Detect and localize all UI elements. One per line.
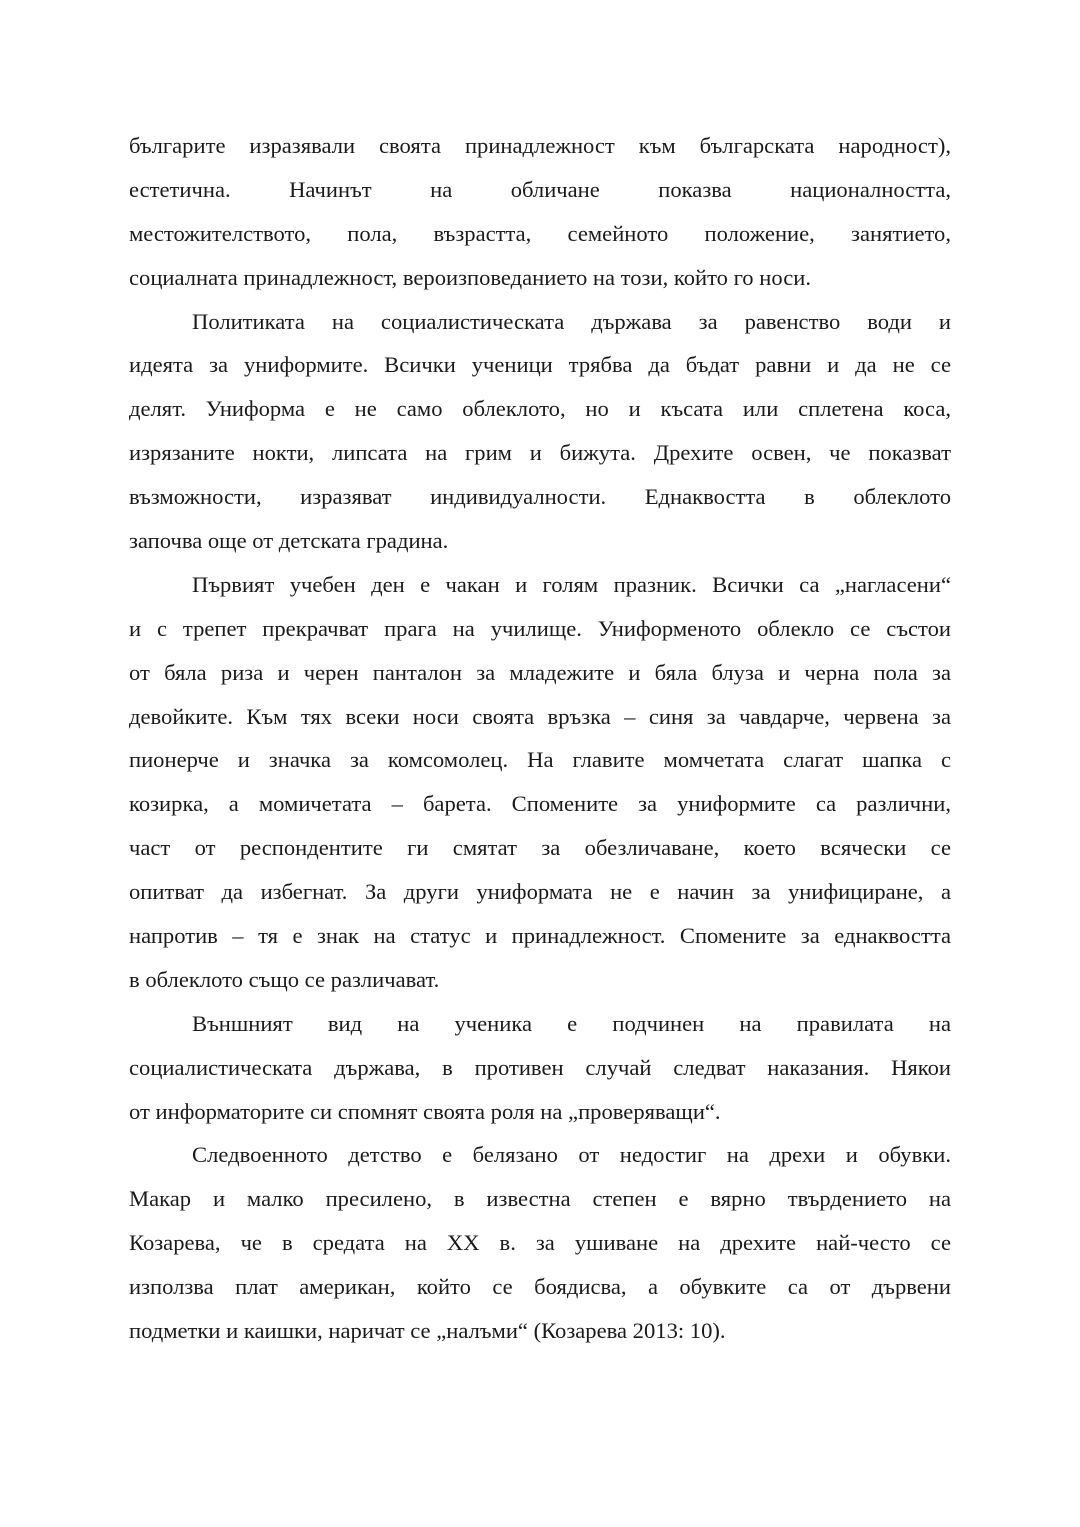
text-line: възможности, изразяват индивидуалности. Еднаквостта в облеклото — [129, 484, 951, 510]
text-line: от информаторите си спомнят своята роля на „проверяващи“. — [129, 1098, 721, 1124]
text-line: естетична. Начинът на обличане показва националността, — [129, 176, 951, 202]
text-line: от бяла риза и черен панталон за младежите и бяла блуза и черна пола за — [129, 659, 951, 685]
text-line: напротив – тя е знак на статус и принадлежност. Спомените за еднаквостта — [129, 923, 951, 949]
paragraph — [129, 1002, 951, 1134]
text-line: козирка, а момичетата – барета. Спомените за униформите са различни, — [129, 791, 951, 817]
paragraph — [129, 300, 951, 563]
text-line: Външният вид на ученика е подчинен на правилата на — [192, 1010, 951, 1036]
paragraph — [129, 1133, 951, 1352]
text-line: използва плат американ, който се боядисва, а обувките са от дървени — [129, 1274, 951, 1300]
text-line: започва още от детската градина. — [129, 528, 449, 554]
text-line: Политиката на социалистическата държава за равенство води и — [192, 308, 951, 334]
text-line: в облеклото също се различават. — [129, 966, 440, 992]
text-line: социалната принадлежност, вероизповеданието на този, който го носи. — [129, 264, 811, 290]
text-line: Следвоенното детство е белязано от недостиг на дрехи и обувки. — [192, 1142, 951, 1168]
text-line: изрязаните нокти, липсата на грим и бижута. Дрехите освен, че показват — [129, 440, 951, 466]
text-line: социалистическата държава, в противен случай следват наказания. Някои — [129, 1054, 951, 1080]
text-line: идеята за униформите. Всички ученици трябва да бъдат равни и да не се — [129, 352, 951, 378]
text-line: опитват да избегнат. За други униформата не е начин за унифициране, а — [129, 879, 951, 905]
text-line: Първият учебен ден е чакан и голям празник. Всички са „нагласени“ — [192, 571, 951, 597]
text-line: подметки и каишки, наричат се „налъми“ (Козарева 2013: 10). — [129, 1318, 726, 1344]
text-line: част от респондентите ги смятат за обезличаване, което всячески се — [129, 835, 951, 861]
text-line: местожителството, пола, възрастта, семейното положение, занятието, — [129, 220, 951, 246]
paragraph — [129, 124, 951, 300]
text-line: делят. Униформа е не само облеклото, но и късата или сплетена коса, — [129, 396, 951, 422]
text-line: пионерче и значка за комсомолец. На главите момчетата слагат шапка с — [129, 747, 951, 773]
text-line: Макар и малко пресилено, в известна степен е вярно твърдението на — [129, 1186, 951, 1212]
text-line: и с трепет прекрачват прага на училище. Униформеното облекло се състои — [129, 615, 951, 641]
body-text — [129, 124, 951, 1353]
text-line: българите изразявали своята принадлежност към българската народност), — [129, 133, 951, 158]
text-line: девойките. Към тях всеки носи своята връзка – синя за чавдарче, червена за — [129, 703, 951, 729]
text-line: Козарева, че в средата на XX в. за ушиване на дрехите най-често се — [129, 1230, 951, 1256]
paragraph — [129, 563, 951, 1002]
